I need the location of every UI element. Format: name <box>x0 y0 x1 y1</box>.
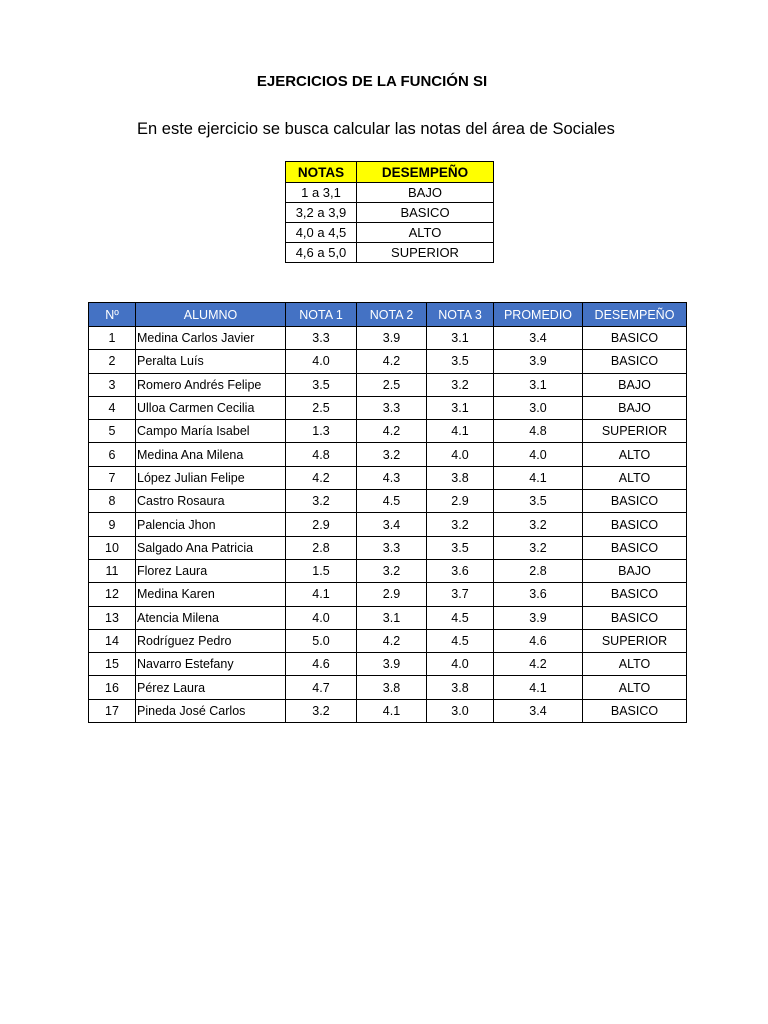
grade-3-cell: 3.5 <box>427 350 494 373</box>
grade-2-cell: 2.9 <box>357 583 427 606</box>
grade-3-cell: 3.1 <box>427 327 494 350</box>
student-name-cell: Florez Laura <box>136 559 286 582</box>
performance-cell: ALTO <box>583 466 687 489</box>
student-name-cell: Peralta Luís <box>136 350 286 373</box>
students-header-row <box>89 303 687 327</box>
average-cell: 4.6 <box>494 629 583 652</box>
student-name-cell: Salgado Ana Patricia <box>136 536 286 559</box>
average-cell: 2.8 <box>494 559 583 582</box>
table-row <box>89 606 687 629</box>
header-student: ALUMNO <box>136 303 286 327</box>
grade-2-cell: 3.3 <box>357 536 427 559</box>
grade-3-cell: 3.5 <box>427 536 494 559</box>
student-number-cell: 4 <box>89 396 136 419</box>
average-cell: 3.9 <box>494 350 583 373</box>
grade-1-cell: 4.8 <box>286 443 357 466</box>
grade-3-cell: 3.8 <box>427 676 494 699</box>
performance-cell: BASICO <box>583 513 687 536</box>
scale-level-cell: BASICO <box>357 203 494 223</box>
table-row <box>89 559 687 582</box>
grade-2-cell: 4.1 <box>357 699 427 722</box>
performance-cell: BASICO <box>583 327 687 350</box>
scale-header-cell: NOTAS <box>286 162 357 183</box>
student-name-cell: Pineda José Carlos <box>136 699 286 722</box>
grade-3-cell: 4.5 <box>427 606 494 629</box>
table-row <box>89 327 687 350</box>
grade-2-cell: 3.1 <box>357 606 427 629</box>
header-average: PROMEDIO <box>494 303 583 327</box>
scale-header-cell: DESEMPEÑO <box>357 162 494 183</box>
table-row <box>89 583 687 606</box>
average-cell: 4.0 <box>494 443 583 466</box>
average-cell: 3.4 <box>494 699 583 722</box>
table-row <box>89 699 687 722</box>
grade-2-cell: 4.2 <box>357 350 427 373</box>
average-cell: 3.2 <box>494 536 583 559</box>
grade-2-cell: 3.9 <box>357 653 427 676</box>
grade-1-cell: 4.0 <box>286 606 357 629</box>
performance-cell: BASICO <box>583 606 687 629</box>
header-number: Nº <box>89 303 136 327</box>
student-number-cell: 2 <box>89 350 136 373</box>
performance-cell: ALTO <box>583 676 687 699</box>
performance-cell: ALTO <box>583 653 687 676</box>
average-cell: 3.5 <box>494 490 583 513</box>
grade-1-cell: 2.8 <box>286 536 357 559</box>
student-name-cell: Pérez Laura <box>136 676 286 699</box>
student-number-cell: 7 <box>89 466 136 489</box>
student-number-cell: 8 <box>89 490 136 513</box>
scale-range-cell: 3,2 a 3,9 <box>286 203 357 223</box>
student-number-cell: 16 <box>89 676 136 699</box>
student-number-cell: 9 <box>89 513 136 536</box>
document-title: EJERCICIOS DE LA FUNCIÓN SI <box>256 73 488 90</box>
grade-2-cell: 3.8 <box>357 676 427 699</box>
student-number-cell: 1 <box>89 327 136 350</box>
average-cell: 4.2 <box>494 653 583 676</box>
grade-1-cell: 4.7 <box>286 676 357 699</box>
grade-1-cell: 3.2 <box>286 490 357 513</box>
grade-3-cell: 4.0 <box>427 653 494 676</box>
student-number-cell: 12 <box>89 583 136 606</box>
average-cell: 3.0 <box>494 396 583 419</box>
student-name-cell: Campo María Isabel <box>136 420 286 443</box>
table-row <box>89 373 687 396</box>
grade-1-cell: 1.5 <box>286 559 357 582</box>
grading-scale-table <box>285 161 494 263</box>
grade-3-cell: 4.1 <box>427 420 494 443</box>
grade-2-cell: 3.2 <box>357 559 427 582</box>
student-name-cell: Romero Andrés Felipe <box>136 373 286 396</box>
grade-2-cell: 4.3 <box>357 466 427 489</box>
performance-cell: BAJO <box>583 396 687 419</box>
scale-row <box>286 223 494 243</box>
performance-cell: ALTO <box>583 443 687 466</box>
grade-1-cell: 1.3 <box>286 420 357 443</box>
student-name-cell: Rodríguez Pedro <box>136 629 286 652</box>
student-number-cell: 6 <box>89 443 136 466</box>
table-row <box>89 629 687 652</box>
average-cell: 3.2 <box>494 513 583 536</box>
table-row <box>89 653 687 676</box>
intro-text: En este ejercicio se busca calcular las notas del área de Sociales <box>137 120 615 138</box>
average-cell: 4.1 <box>494 676 583 699</box>
table-row <box>89 676 687 699</box>
student-number-cell: 5 <box>89 420 136 443</box>
grade-1-cell: 5.0 <box>286 629 357 652</box>
student-name-cell: Medina Karen <box>136 583 286 606</box>
grade-3-cell: 3.0 <box>427 699 494 722</box>
student-number-cell: 15 <box>89 653 136 676</box>
performance-cell: BAJO <box>583 373 687 396</box>
grade-1-cell: 4.1 <box>286 583 357 606</box>
table-row <box>89 350 687 373</box>
scale-range-cell: 4,0 a 4,5 <box>286 223 357 243</box>
table-row <box>89 420 687 443</box>
scale-row <box>286 203 494 223</box>
scale-row <box>286 183 494 203</box>
average-cell: 3.6 <box>494 583 583 606</box>
grade-3-cell: 4.5 <box>427 629 494 652</box>
average-cell: 3.4 <box>494 327 583 350</box>
student-number-cell: 13 <box>89 606 136 629</box>
grade-2-cell: 4.2 <box>357 420 427 443</box>
performance-cell: SUPERIOR <box>583 420 687 443</box>
grade-1-cell: 3.5 <box>286 373 357 396</box>
student-number-cell: 11 <box>89 559 136 582</box>
grade-3-cell: 3.2 <box>427 513 494 536</box>
grade-1-cell: 4.2 <box>286 466 357 489</box>
grade-2-cell: 2.5 <box>357 373 427 396</box>
student-name-cell: Atencia Milena <box>136 606 286 629</box>
student-number-cell: 17 <box>89 699 136 722</box>
student-name-cell: Navarro Estefany <box>136 653 286 676</box>
grade-2-cell: 3.2 <box>357 443 427 466</box>
table-row <box>89 396 687 419</box>
header-grade-1: NOTA 1 <box>286 303 357 327</box>
scale-header-row <box>286 162 494 183</box>
student-number-cell: 14 <box>89 629 136 652</box>
student-number-cell: 3 <box>89 373 136 396</box>
student-name-cell: Medina Carlos Javier <box>136 327 286 350</box>
grade-3-cell: 3.7 <box>427 583 494 606</box>
grade-1-cell: 3.2 <box>286 699 357 722</box>
grade-3-cell: 3.2 <box>427 373 494 396</box>
table-row <box>89 443 687 466</box>
grade-1-cell: 4.6 <box>286 653 357 676</box>
scale-level-cell: ALTO <box>357 223 494 243</box>
performance-cell: BAJO <box>583 559 687 582</box>
average-cell: 3.1 <box>494 373 583 396</box>
header-grade-3: NOTA 3 <box>427 303 494 327</box>
grade-2-cell: 4.5 <box>357 490 427 513</box>
scale-body <box>286 183 494 263</box>
table-row <box>89 490 687 513</box>
grade-2-cell: 3.9 <box>357 327 427 350</box>
average-cell: 4.1 <box>494 466 583 489</box>
performance-cell: SUPERIOR <box>583 629 687 652</box>
scale-range-cell: 1 a 3,1 <box>286 183 357 203</box>
grade-2-cell: 3.3 <box>357 396 427 419</box>
performance-cell: BASICO <box>583 350 687 373</box>
header-grade-2: NOTA 2 <box>357 303 427 327</box>
performance-cell: BASICO <box>583 699 687 722</box>
average-cell: 3.9 <box>494 606 583 629</box>
students-grades-table <box>88 302 687 723</box>
student-name-cell: Medina Ana Milena <box>136 443 286 466</box>
grade-3-cell: 3.6 <box>427 559 494 582</box>
header-performance: DESEMPEÑO <box>583 303 687 327</box>
student-name-cell: Palencia Jhon <box>136 513 286 536</box>
grade-2-cell: 3.4 <box>357 513 427 536</box>
scale-level-cell: BAJO <box>357 183 494 203</box>
grade-3-cell: 4.0 <box>427 443 494 466</box>
table-row <box>89 536 687 559</box>
performance-cell: BASICO <box>583 490 687 513</box>
performance-cell: BASICO <box>583 583 687 606</box>
grade-3-cell: 2.9 <box>427 490 494 513</box>
table-row <box>89 466 687 489</box>
grade-3-cell: 3.1 <box>427 396 494 419</box>
scale-range-cell: 4,6 a 5,0 <box>286 243 357 263</box>
performance-cell: BASICO <box>583 536 687 559</box>
grade-2-cell: 4.2 <box>357 629 427 652</box>
scale-row <box>286 243 494 263</box>
student-name-cell: López Julian Felipe <box>136 466 286 489</box>
average-cell: 4.8 <box>494 420 583 443</box>
students-body <box>89 327 687 723</box>
grade-1-cell: 2.5 <box>286 396 357 419</box>
student-number-cell: 10 <box>89 536 136 559</box>
scale-level-cell: SUPERIOR <box>357 243 494 263</box>
grade-1-cell: 4.0 <box>286 350 357 373</box>
student-name-cell: Castro Rosaura <box>136 490 286 513</box>
grade-1-cell: 3.3 <box>286 327 357 350</box>
table-row <box>89 513 687 536</box>
grade-1-cell: 2.9 <box>286 513 357 536</box>
grade-3-cell: 3.8 <box>427 466 494 489</box>
student-name-cell: Ulloa Carmen Cecilia <box>136 396 286 419</box>
